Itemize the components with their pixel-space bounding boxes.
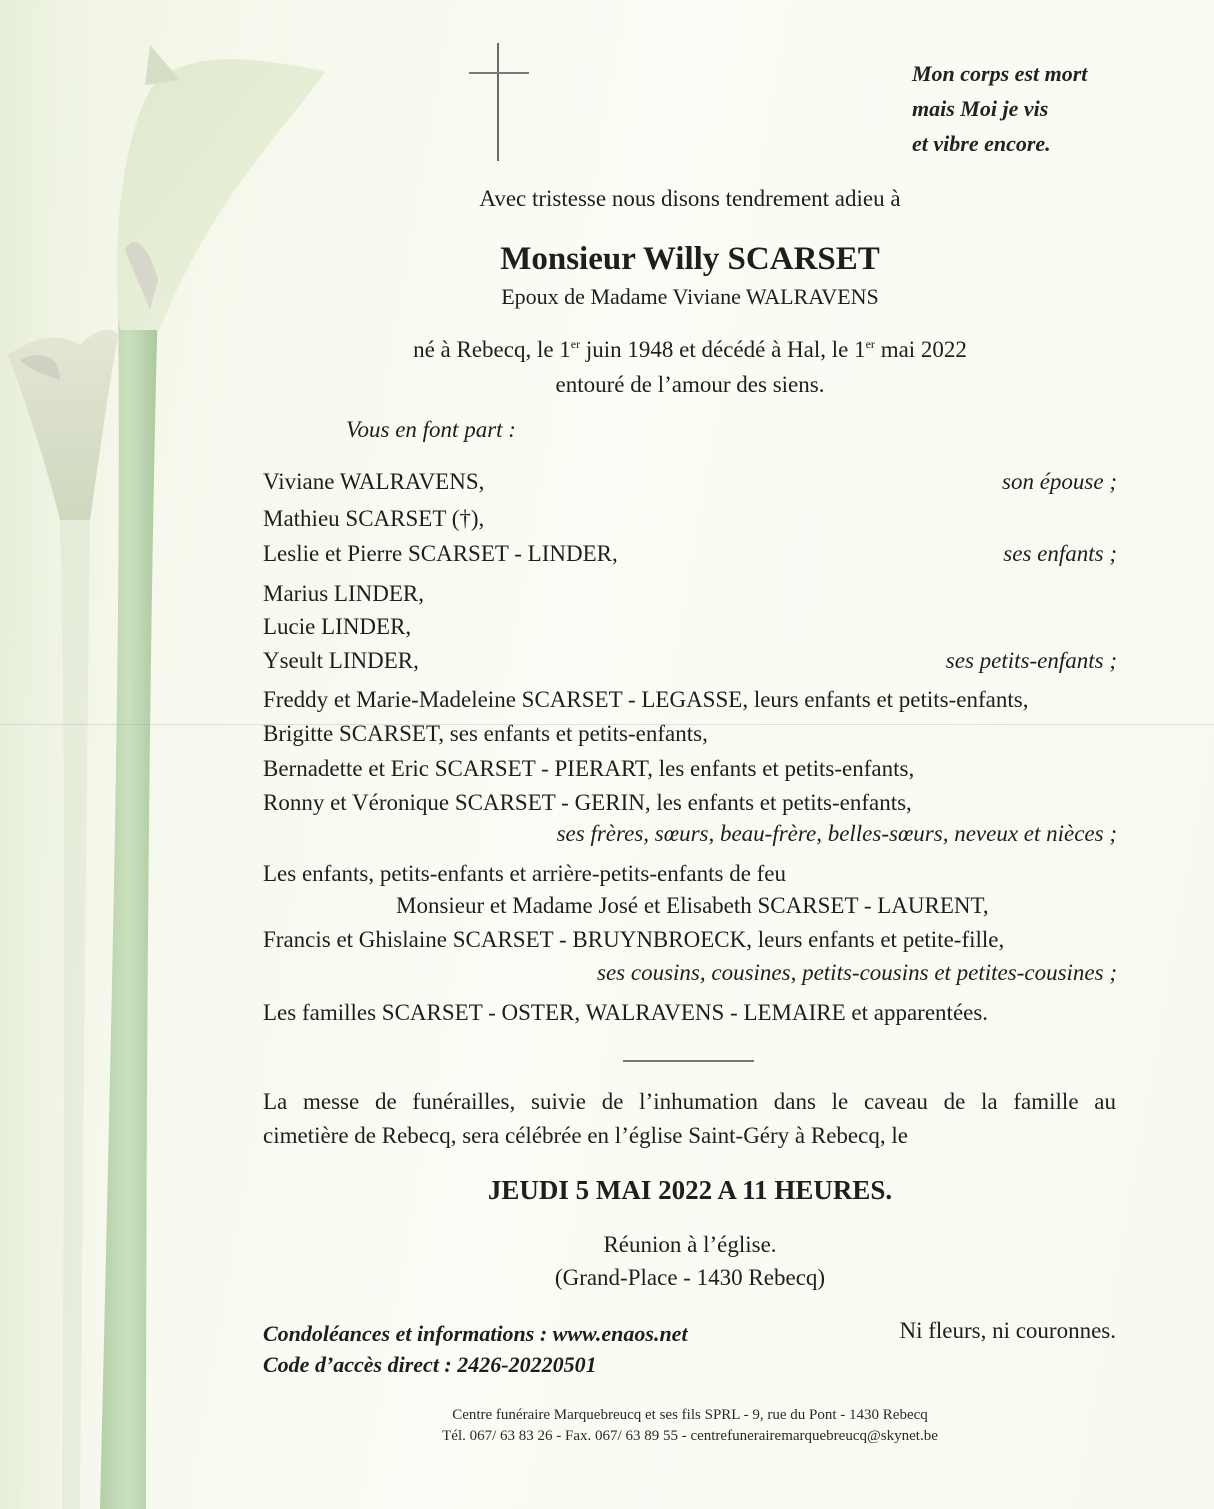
- family-member: Viviane WALRAVENS,: [263, 469, 485, 494]
- church-address: (Grand-Place - 1430 Rebecq): [554, 1265, 826, 1290]
- born-text: mai 2022: [874, 337, 967, 362]
- family-member: Bernadette et Eric SCARSET - PIERART, les enfants et petits-enfants,: [263, 756, 915, 781]
- family-row: [263, 721, 1117, 751]
- spouse-line: Epoux de Madame Viviane WALRAVENS: [501, 284, 879, 309]
- family-member: Leslie et Pierre SCARSET - LINDER,: [263, 541, 618, 566]
- family-row: [263, 756, 1117, 786]
- no-flowers-note: Ni fleurs, ni couronnes.: [899, 1318, 1116, 1343]
- quote-line: mais Moi je vis: [912, 96, 1049, 121]
- cross-icon-bar: [469, 72, 529, 74]
- family-relation: ses cousins, cousines, petits-cousins et petites-cousines ;: [597, 960, 1117, 985]
- family-relation: ses petits-enfants ;: [945, 648, 1117, 673]
- family-row: [263, 1000, 1117, 1030]
- family-member: Brigitte SCARSET, ses enfants et petits-enfants,: [263, 721, 708, 746]
- access-code: Code d’accès direct : 2426-20220501: [263, 1352, 597, 1377]
- ceremony-datetime: JEUDI 5 MAI 2022 A 11 HEURES.: [487, 1175, 893, 1205]
- family-member: Freddy et Marie-Madeleine SCARSET - LEGASSE, leurs enfants et petits-enfants,: [263, 687, 1029, 712]
- meeting-place: Réunion à l’église.: [603, 1232, 777, 1257]
- family-row: [263, 861, 1117, 891]
- family-row: [263, 506, 1117, 536]
- family-row: [263, 648, 1117, 678]
- family-row: [263, 821, 1117, 851]
- family-member: Marius LINDER,: [263, 581, 424, 606]
- family-member: Mathieu SCARSET (†),: [263, 506, 485, 531]
- footer-line: Centre funéraire Marquebreucq et ses fils SPRL - 9, rue du Pont - 1430 Rebecq: [452, 1407, 928, 1423]
- family-relation: son épouse ;: [1002, 469, 1117, 494]
- family-member: Les familles SCARSET - OSTER, WALRAVENS - LEMAIRE et apparentées.: [263, 1000, 989, 1025]
- funeral-home-footer: [380, 1405, 1000, 1447]
- condolences-block: [263, 1318, 688, 1380]
- ordinal-sup: er: [865, 337, 875, 351]
- family-row: [263, 927, 1117, 957]
- deceased-name: Monsieur Willy SCARSET: [500, 241, 880, 277]
- surrounded-line: entouré de l’amour des siens.: [555, 372, 825, 397]
- born-text: juin 1948 et décédé à Hal, le 1: [580, 337, 866, 362]
- ceremony-line: La messe de funérailles, suivie de l’inhumation dans le caveau de la famille au: [263, 1089, 1116, 1114]
- quote-line: et vibre encore.: [912, 131, 1051, 156]
- family-relation: ses frères, sœurs, beau-frère, belles-sœurs, neveux et nièces ;: [556, 821, 1117, 846]
- family-member: Monsieur et Madame José et Elisabeth SCARSET - LAURENT,: [396, 893, 989, 918]
- announcers-label: Vous en font part :: [346, 417, 516, 442]
- ceremony-line: cimetière de Rebecq, sera célébrée en l’église Saint-Géry à Rebecq, le: [263, 1123, 908, 1148]
- family-member: Ronny et Véronique SCARSET - GERIN, les enfants et petits-enfants,: [263, 790, 912, 815]
- epigraph-quote: [912, 56, 1087, 161]
- family-row: [263, 790, 1117, 820]
- family-row: [263, 960, 1117, 990]
- family-member: Yseult LINDER,: [263, 648, 419, 673]
- cross-icon: [497, 43, 499, 161]
- family-row: [263, 469, 1117, 499]
- ordinal-sup: er: [570, 337, 581, 351]
- family-row: [263, 687, 1117, 717]
- family-member: Francis et Ghislaine SCARSET - BRUYNBROECK, leurs enfants et petite-fille,: [263, 927, 1005, 952]
- quote-line: Mon corps est mort: [912, 61, 1088, 86]
- family-member: Les enfants, petits-enfants et arrière-petits-enfants de feu: [263, 861, 787, 886]
- family-row: [263, 614, 1117, 644]
- family-row: [263, 541, 1117, 571]
- footer-line: Tél. 067/ 63 83 26 - Fax. 067/ 63 89 55 - centrefunerairemarquebreucq@skynet.be: [442, 1428, 938, 1444]
- family-member: Lucie LINDER,: [263, 614, 412, 639]
- born-text: né à Rebecq, le 1: [413, 337, 571, 362]
- family-row: [263, 581, 1117, 611]
- family-relation: ses enfants ;: [1003, 541, 1117, 566]
- birth-death-line: [260, 337, 1120, 363]
- family-row: [263, 893, 1117, 923]
- ceremony-paragraph: [263, 1085, 1116, 1153]
- intro-text: Avec tristesse nous disons tendrement adieu à: [479, 186, 901, 211]
- condolences-link[interactable]: Condoléances et informations : www.enaos.net: [263, 1321, 688, 1346]
- separator: [623, 1060, 754, 1062]
